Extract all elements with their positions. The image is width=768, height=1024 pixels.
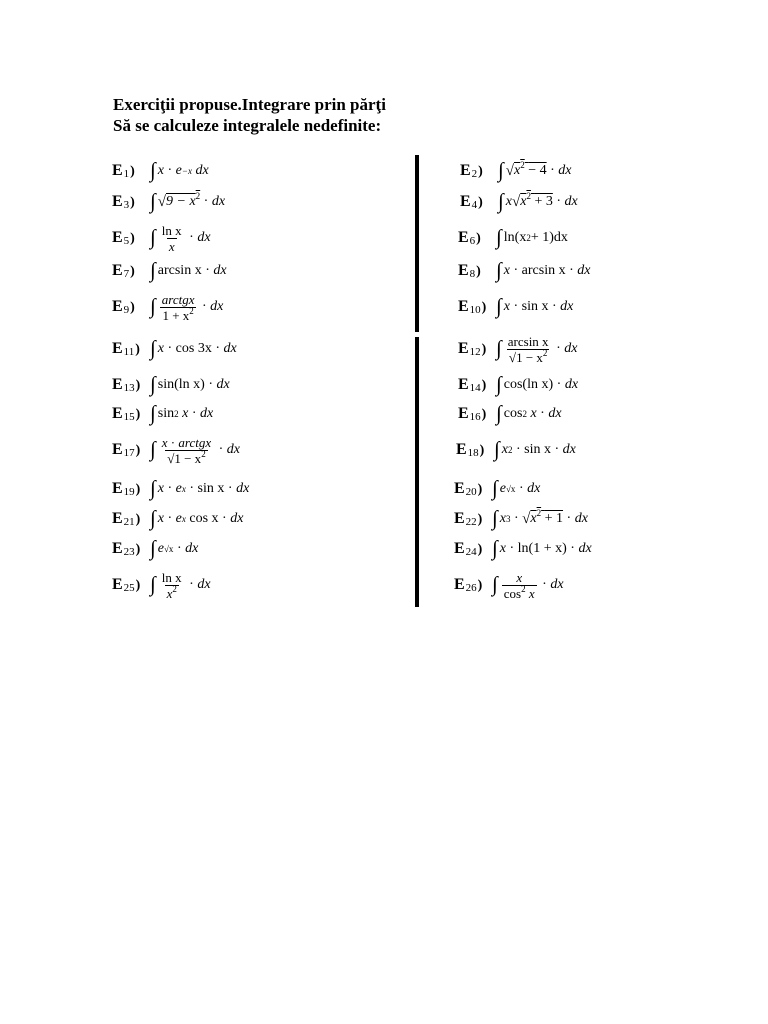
page-title: Exerciţii propuse.Integrare prin părţi bbox=[113, 95, 386, 114]
exercise-7: E 7 ) ∫ arcsin x · dx bbox=[112, 257, 227, 282]
integral-sign: ∫ bbox=[496, 257, 502, 282]
integral-sign: ∫ bbox=[150, 224, 156, 249]
integral-sign: ∫ bbox=[150, 371, 156, 396]
exercise-17: E 17 ) ∫ $\frac{\text{x · arctgx}}{√1 - x^2}$ · dx bbox=[112, 434, 241, 466]
integral-sign: ∫ bbox=[498, 157, 504, 182]
integral-sign: ∫ bbox=[150, 475, 156, 500]
page-subtitle: Să se calculeze integralele nedefinite: bbox=[113, 116, 382, 135]
exercise-19: E 19 ) ∫ x · e x · sin x · dx bbox=[112, 475, 250, 500]
exercise-25: E 25 ) ∫ $\frac{\text{ln x}}{x^2}$ · dx bbox=[112, 569, 211, 601]
integral-sign: ∫ bbox=[150, 157, 156, 182]
integral-sign: ∫ bbox=[150, 335, 156, 360]
exercise-5: E 5 ) ∫ $\frac{\text{ln x}}{x}$ · dx bbox=[112, 222, 211, 254]
integral-sign: ∫ bbox=[494, 436, 500, 461]
exercise-10: E 10 ) ∫ x · sin x · dx bbox=[458, 293, 574, 318]
exercise-4: E 4 ) ∫ x √ $x^2 + 3$ · dx bbox=[460, 188, 578, 213]
exercise-20: E 20 ) ∫ e √x · dx bbox=[454, 475, 541, 500]
exercise-23: E 23 ) ∫ e √x · dx bbox=[112, 535, 199, 560]
integral-sign: ∫ bbox=[150, 535, 156, 560]
exercise-13: E 13 ) ∫ sin(ln x) · dx bbox=[112, 371, 230, 396]
integral-sign: ∫ bbox=[492, 505, 498, 530]
exercise-22: E 22 ) ∫ x 3 · √ $x^2 + 1$ · dx bbox=[454, 505, 588, 530]
exercise-15: E 15 ) ∫ sin 2 x · dx bbox=[112, 400, 214, 425]
exercise-16: E 16 ) ∫ cos 2 x · dx bbox=[458, 400, 562, 425]
integral-sign: ∫ bbox=[150, 436, 156, 461]
integral-sign: ∫ bbox=[496, 335, 502, 360]
column-divider-bottom bbox=[415, 337, 419, 607]
integral-sign: ∫ bbox=[150, 293, 156, 318]
exercise-24: E 24 ) ∫ x · ln(1 + x) · dx bbox=[454, 535, 592, 560]
exercise-14: E 14 ) ∫ cos(ln x) · dx bbox=[458, 371, 579, 396]
column-divider-top bbox=[415, 155, 419, 332]
integral-sign: ∫ bbox=[496, 293, 502, 318]
integral-sign: ∫ bbox=[496, 400, 502, 425]
exercise-12: E 12 ) ∫ $\frac{\text{arcsin x}}{√1 - x^2}$ · dx bbox=[458, 333, 578, 365]
exercise-18: E 18 ) ∫ x 2 · sin x · dx bbox=[456, 436, 576, 461]
exercise-11: E 11 ) ∫ x · cos 3x · dx bbox=[112, 335, 237, 360]
exercise-26: E 26 ) ∫ $\frac{x}{\cos^2 x}$ · dx bbox=[454, 569, 564, 601]
integral-sign: ∫ bbox=[492, 535, 498, 560]
integral-sign: ∫ bbox=[492, 571, 498, 596]
exercise-6: E 6 ) ∫ ln(x 2 + 1)dx bbox=[458, 224, 568, 249]
exercise-1: E 1 ) ∫ x · e −x dx bbox=[112, 157, 209, 182]
exercise-9: E 9 ) ∫ $\frac{\text{arctgx}}{1 + x^2}$ · dx bbox=[112, 291, 224, 323]
exercise-3: E 3 ) ∫ √ $9 - x^2$ · dx bbox=[112, 188, 226, 213]
exercise-2: E 2 ) ∫ √ $x^2 - 4$ · dx bbox=[460, 157, 572, 182]
integral-sign: ∫ bbox=[150, 188, 156, 213]
integral-sign: ∫ bbox=[150, 400, 156, 425]
integral-sign: ∫ bbox=[150, 571, 156, 596]
integral-sign: ∫ bbox=[496, 371, 502, 396]
exercise-8: E 8 ) ∫ x · arcsin x · dx bbox=[458, 257, 591, 282]
integral-sign: ∫ bbox=[498, 188, 504, 213]
integral-sign: ∫ bbox=[496, 224, 502, 249]
exercise-21: E 21 ) ∫ x · e x cos x · dx bbox=[112, 505, 244, 530]
integral-sign: ∫ bbox=[150, 505, 156, 530]
integral-sign: ∫ bbox=[492, 475, 498, 500]
integral-sign: ∫ bbox=[150, 257, 156, 282]
